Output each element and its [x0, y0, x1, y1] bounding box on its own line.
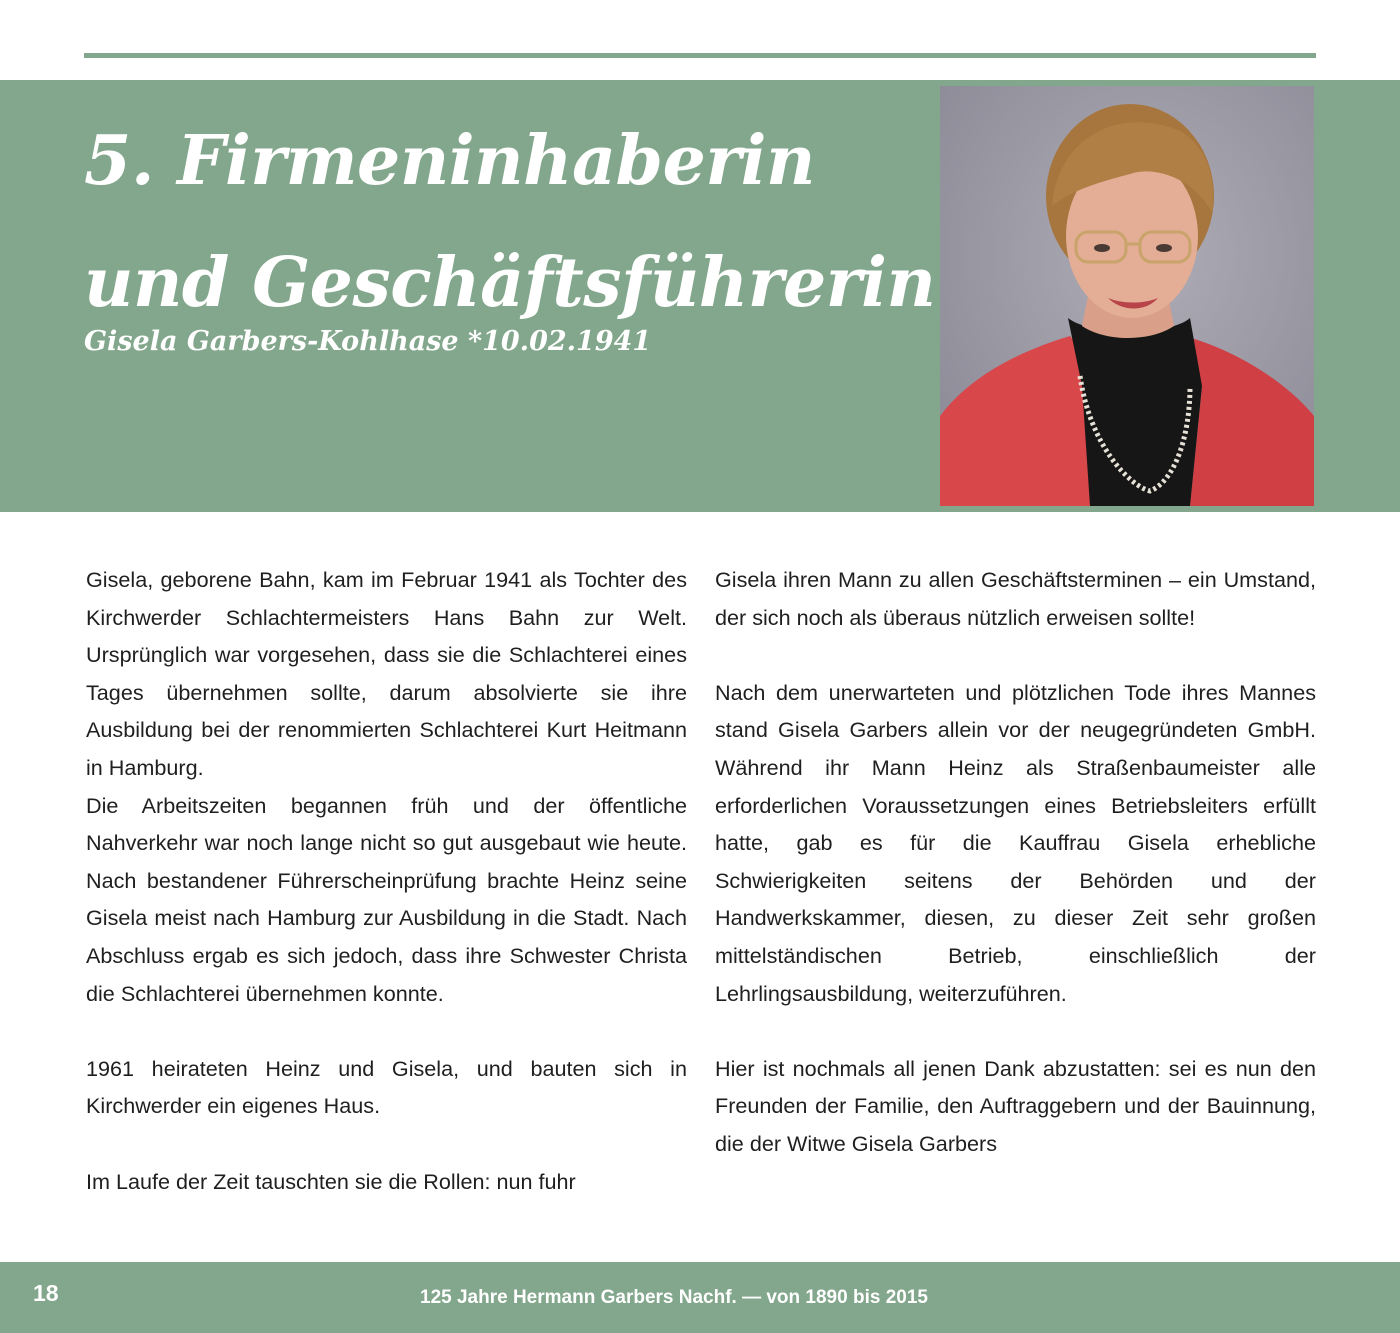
body-column-right [715, 561, 1316, 1200]
top-divider [84, 53, 1316, 58]
paragraph: Nach dem unerwarteten und plötzlichen Tode ihres Mannes stand Gisela Garbers allein vor der neugegründeten GmbH. Während ihr Mann Heinz als Straßenbaumeister alle erforderlichen Voraussetzungen eines Betriebsleiters erfüllt hatte, gab es für die Kauffrau Gisela erhebliche Schwierigkeiten seitens der Behörden und der Handwerkskammer, diesen, zu dieser Zeit sehr großen mittelständischen Betrieb, einschließlich der Lehrlingsausbildung, weiterzuführen. [715, 679, 1316, 1006]
paragraph: Gisela, geborene Bahn, kam im Februar 1941 als Tochter des Kirchwerder Schlachtermeisters Hans Bahn zur Welt. Ursprünglich war vorgesehen, dass sie die Schlachterei eines Tages übernehmen sollte, darum absolvierte sie ihre Ausbildung bei der renommierten Schlachterei Kurt Heitmann in Hamburg. [86, 567, 687, 780]
paragraph: 1961 heirateten Heinz und Gisela, und bauten sich in Kirchwerder ein eigenes Haus. [86, 1055, 687, 1119]
portrait-photo [940, 86, 1314, 506]
chapter-title-line-1: 5. Firmeninhaberin [84, 121, 815, 201]
paragraph: Hier ist nochmals all jenen Dank abzustatten: sei es nun den Freunden der Familie, den Auftraggebern und der Bauinnung, die der Witwe Gisela Garbers [715, 1055, 1316, 1156]
chapter-title [84, 100, 935, 344]
paragraph: Im Laufe der Zeit tauschten sie die Rollen: nun fuhr [86, 1168, 576, 1194]
chapter-title-line-2: und Geschäftsführerin [84, 243, 936, 323]
footer-title: 125 Jahre Hermann Garbers Nachf. — von 1890 bis 2015 [420, 1287, 928, 1308]
paragraph: Die Arbeitszeiten begannen früh und der öffentliche Nahverkehr war noch lange nicht so gut ausgebaut wie heute. Nach bestandener Führerscheinprüfung brachte Heinz seine Gisela meist nach Hamburg zur Ausbildung in die Stadt. Nach Abschluss ergab es sich jedoch, dass ihre Schwester Christa die Schlachterei übernehmen konnte. [86, 792, 687, 1006]
paragraph: Gisela ihren Mann zu allen Geschäftsterminen – ein Umstand, der sich noch als überaus nützlich erweisen sollte! [715, 567, 1316, 630]
body-column-left [86, 561, 687, 1238]
person-name-subtitle: Gisela Garbers-Kohlhase *10.02.1941 [84, 326, 652, 357]
page-number: 18 [33, 1280, 59, 1306]
